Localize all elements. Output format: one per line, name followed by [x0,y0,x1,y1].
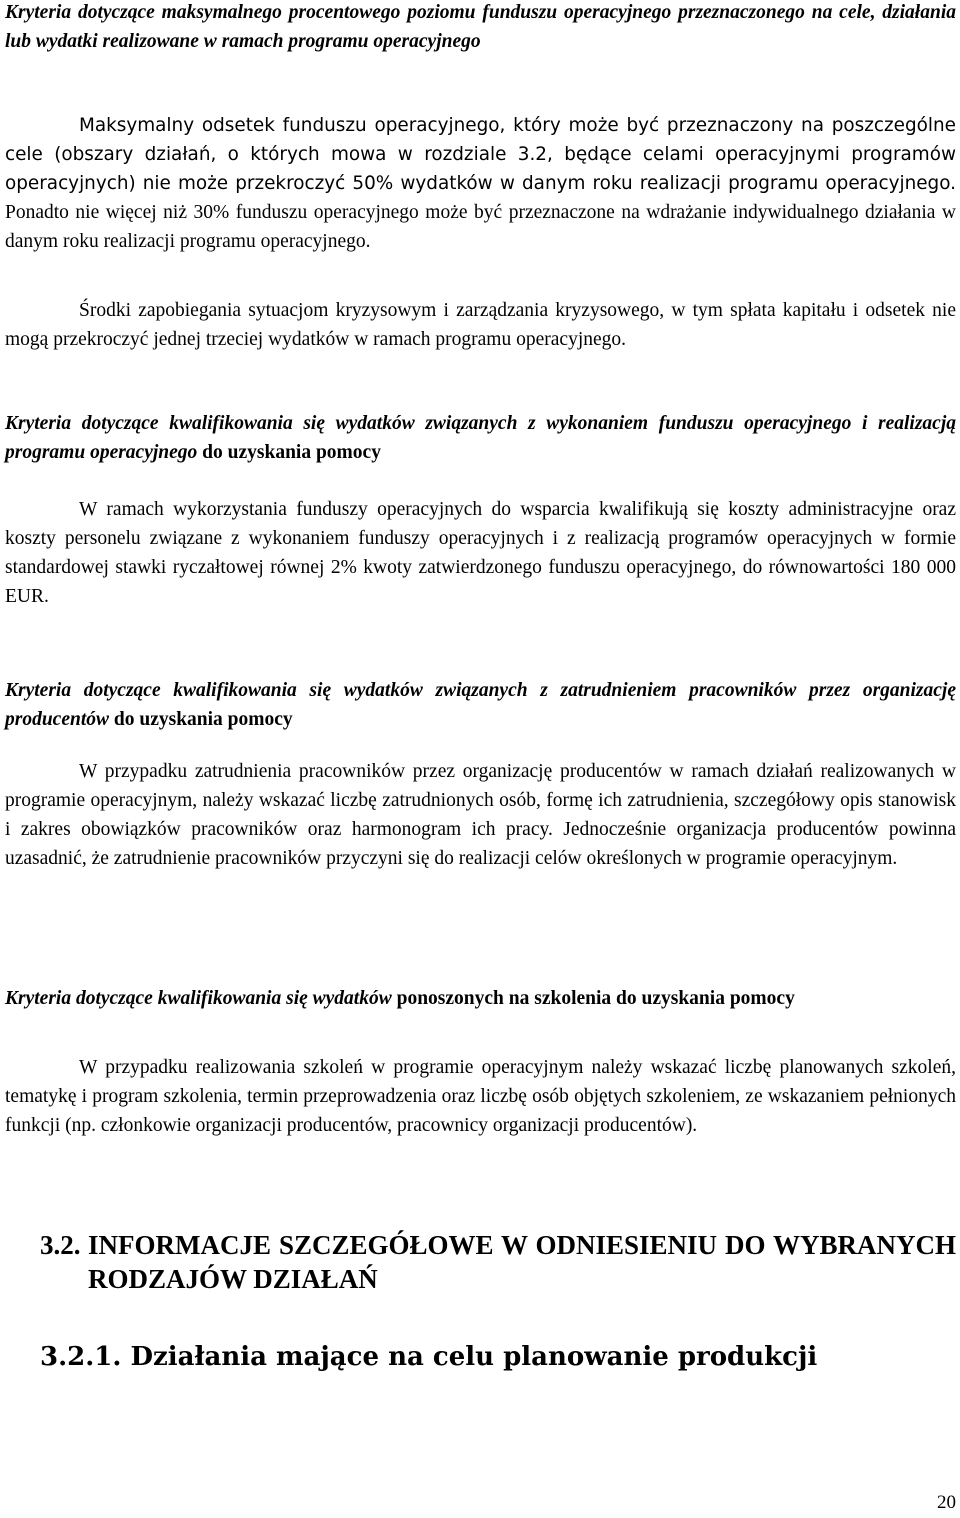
heading-operational-fund-limits [5,0,956,56]
heading-italic-text: Kryteria dotyczące kwalifikowania się wydatków związanych z wykonaniem funduszu operacyjnego i realizacją programu operacyjnego [5,413,956,463]
heading-italic-text: Kryteria dotyczące maksymalnego procentowego poziomu funduszu operacyjnego przeznaczonego na cele, działania lub wydatki realizowane w ramach programu operacyjnego [5,2,956,52]
paragraph-crisis-measures: Środki zapobiegania sytuacjom kryzysowym i zarządzania kryzysowego, w tym spłata kapitału i odsetek nie mogą przekroczyć jednej trzeciej wydatków w ramach programu operacyjnego. [5,300,956,350]
paragraph-serif-part: Ponadto nie więcej niż 30% funduszu operacyjnego może być przeznaczone na wdrażanie indywidualnego działania w danym roku realizacji programu operacyjnego. [5,202,956,252]
page-number: 20 [937,1492,956,1513]
section-number: 3.2. [40,1230,81,1260]
heading-training-eligibility [5,984,956,1013]
paragraph-admin-costs: W ramach wykorzystania funduszy operacyjnych do wsparcia kwalifikują się koszty administracyjne oraz koszty personelu związane z wykonaniem funduszy operacyjnych i z realizacją programów operacyjnych w formie standardowej stawki ryczałtowej równej 2% kwoty zatwierdzonego funduszu operacyjnego, do równowartości 180 000 EUR. [5,499,956,607]
heading-bold-text: do uzyskania pomocy [197,442,381,463]
heading-bold-text: ponoszonych na szkolenia do uzyskania pomocy [391,988,795,1009]
paragraph-employment: W przypadku zatrudnienia pracowników przez organizację producentów w ramach działań realizowanych w programie operacyjnym, należy wskazać liczbę zatrudnionych osób, formę ich zatrudnienia, szczegółowy opis stanowisk i zakres obowiązków pracowników oraz harmonogram ich pracy. Jednocześnie organizacja producentów powinna uzasadnić, że zatrudnienie pracowników przyczyni się do realizacji celów określonych w programie operacyjnym. [5,761,956,869]
heading-italic-text: Kryteria dotyczące kwalifikowania się wydatków związanych z zatrudnieniem pracowników przez organizację producentów [5,680,956,730]
paragraph-training: W przypadku realizowania szkoleń w programie operacyjnym należy wskazać liczbę planowanych szkoleń, tematykę i program szkolenia, termin przeprowadzenia oraz liczbę osób objętych szkoleniem, ze wskazaniem pełnionych funkcji (np. członkowie organizacji producentów, pracownicy organizacji producentów). [5,1057,956,1136]
heading-bold-text: do uzyskania pomocy [109,709,293,730]
subsection-title: 3.2.1. Działania mające na celu planowanie produkcji [40,1342,818,1372]
heading-fund-execution-eligibility [5,409,956,467]
heading-italic-text: Kryteria dotyczące kwalifikowania się wydatków [5,988,392,1009]
paragraph-sans-part: Maksymalny odsetek funduszu operacyjnego, który może być przeznaczony na poszczególne cele (obszary działań, o których mowa w rozdziale 3.2, będące celami operacyjnymi programów operacyjnych) nie może przekroczyć 50% wydatków w danym roku realizacji programu operacyjnego. [5,115,956,194]
heading-employment-eligibility [5,676,956,734]
section-title: INFORMACJE SZCZEGÓŁOWE W ODNIESIENIU DO WYBRANYCH RODZAJÓW DZIAŁAŃ [88,1230,956,1294]
paragraph-max-share [5,111,956,256]
